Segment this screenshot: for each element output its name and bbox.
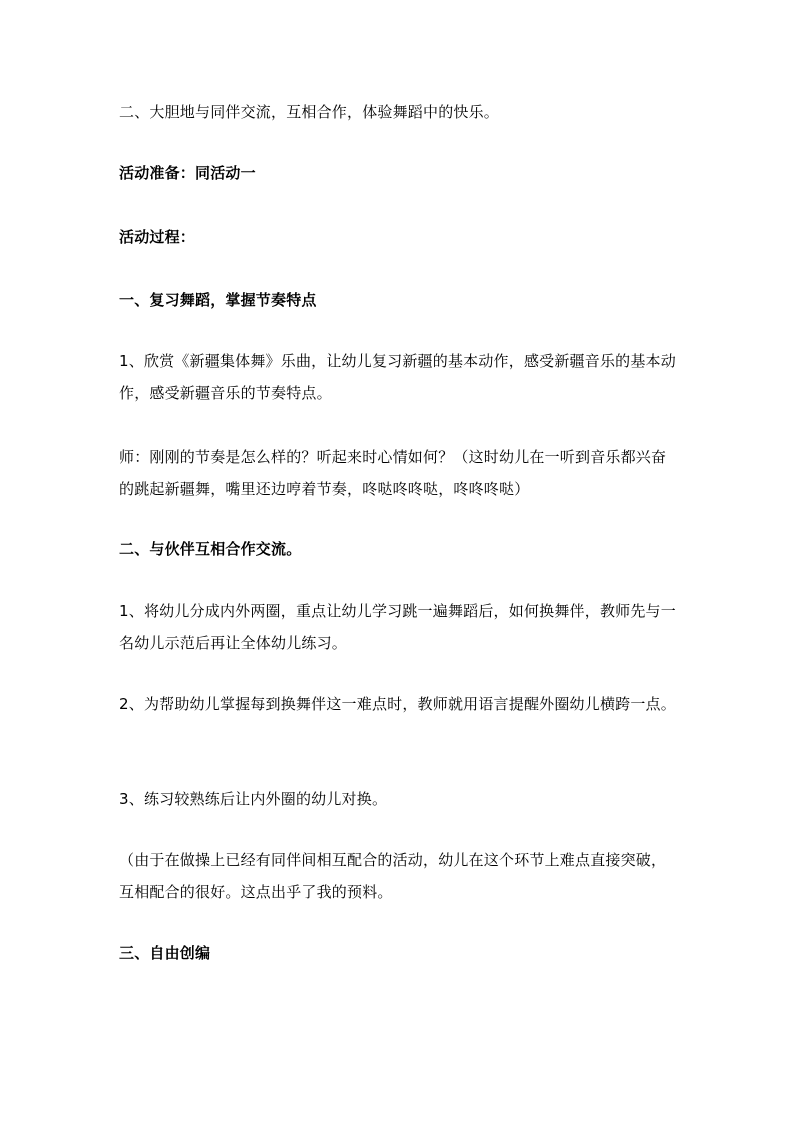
activity-process-heading: 活动过程： <box>119 228 196 246</box>
section-2-item-2: 2、为帮助幼儿掌握每到换舞伴这一难点时，教师就用语言提醒外圈幼儿横跨一点。 <box>119 695 676 713</box>
teacher-question-paragraph: 师：刚刚的节奏是怎么样的？听起来时心情如何？（这时幼儿在一听到音乐都兴奋的跳起新疆舞，嘴里还边哼着节奏，咚哒咚咚哒，咚咚咚哒） <box>119 448 667 498</box>
section-1-item-1: 1、欣赏《新疆集体舞》乐曲，让幼儿复习新疆的基本动作，感受新疆音乐的基本动作，感受新疆音乐的节奏特点。 <box>119 352 676 402</box>
section-2-item-3: 3、练习较熟练后让内外圈的幼儿对换。 <box>119 790 388 808</box>
goal-2-paragraph: 二、大胆地与同伴交流，互相合作，体验舞蹈中的快乐。 <box>119 103 500 121</box>
activity-preparation-heading: 活动准备：同活动一 <box>119 164 256 182</box>
section-1-heading: 一、复习舞蹈，掌握节奏特点 <box>119 291 317 309</box>
section-2-heading: 二、与伙伴互相合作交流。 <box>119 540 302 558</box>
section-3-heading: 三、自由创编 <box>119 944 211 962</box>
section-2-item-1: 1、将幼儿分成内外两圈，重点让幼儿学习跳一遍舞蹈后，如何换舞伴，教师先与一名幼儿示范后再让全体幼儿练习。 <box>119 602 676 652</box>
reflection-paragraph: （由于在做操上已经有同伴间相互配合的活动，幼儿在这个环节上难点直接突破，互相配合的很好。这点出乎了我的预料。 <box>119 851 667 901</box>
